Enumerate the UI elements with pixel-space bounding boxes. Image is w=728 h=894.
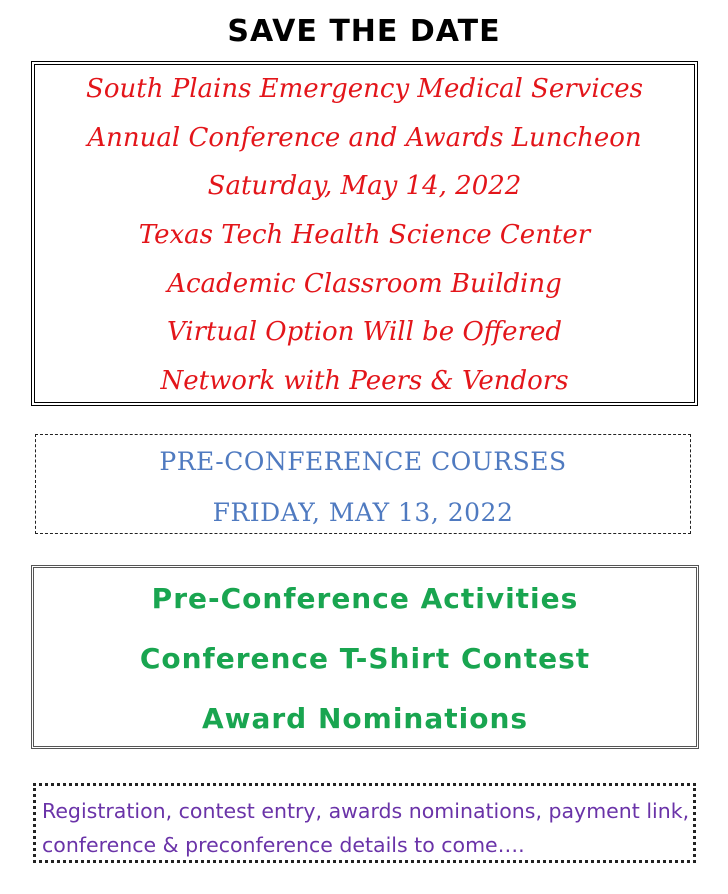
venue-name: Texas Tech Health Science Center: [138, 220, 591, 250]
pre-conference-date: FRIDAY, MAY 13, 2022: [212, 498, 514, 527]
event-name: Annual Conference and Awards Luncheon: [87, 123, 642, 153]
activities-item: Award Nominations: [201, 702, 529, 735]
virtual-option: Virtual Option Will be Offered: [166, 317, 563, 347]
event-date: Saturday, May 14, 2022: [207, 171, 522, 201]
pre-conference-box: [35, 434, 691, 534]
venue-building: Academic Classroom Building: [167, 269, 562, 299]
pre-conference-heading: PRE-CONFERENCE COURSES: [159, 447, 567, 476]
activities-item: Pre-Conference Activities: [151, 582, 579, 615]
organization-name: South Plains Emergency Medical Services: [86, 74, 643, 104]
conference-details-box: [31, 61, 698, 406]
page-title: SAVE THE DATE: [227, 14, 501, 49]
activities-item: Conference T-Shirt Contest: [139, 642, 591, 675]
notice-text: Registration, contest entry, awards nominations, payment link, conference & preconference details to come….: [42, 799, 690, 857]
networking-note: Network with Peers & Vendors: [160, 366, 569, 396]
notice-box: [33, 783, 696, 863]
activities-box: [31, 565, 699, 749]
